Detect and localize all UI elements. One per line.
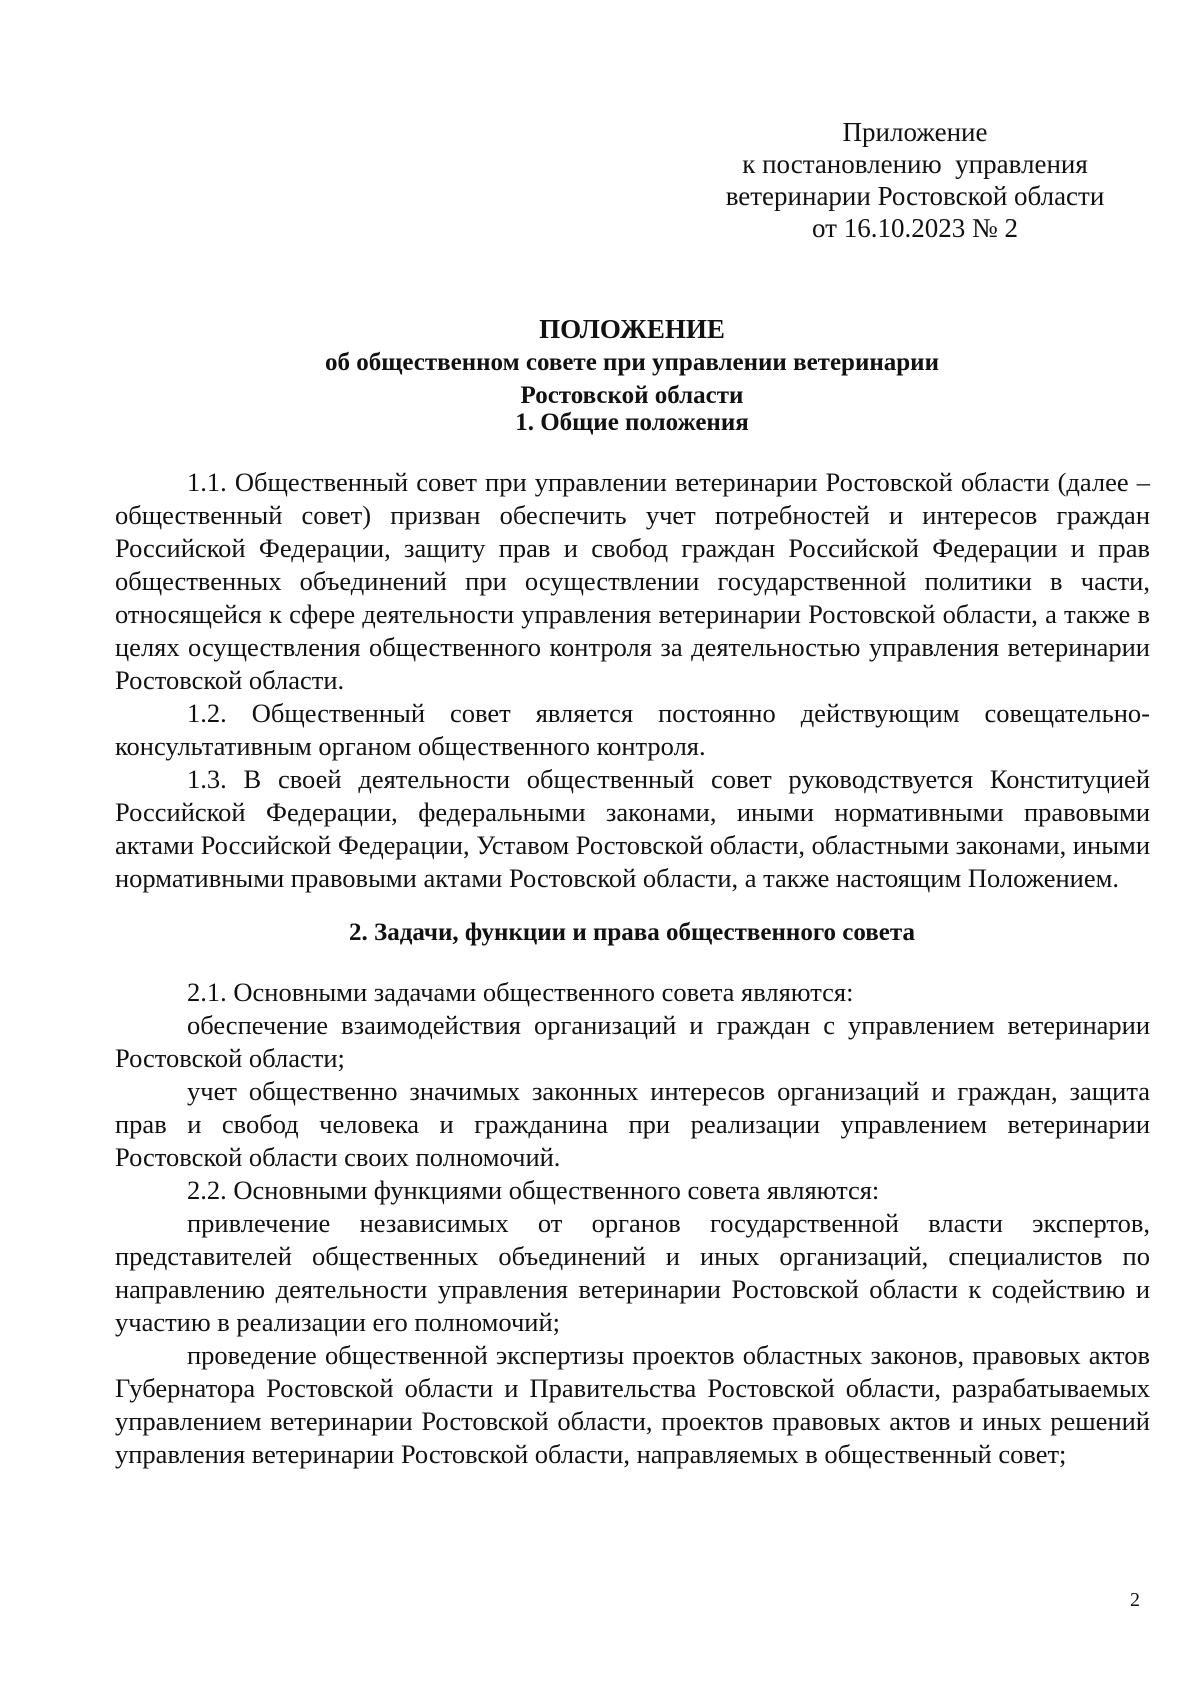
document-title: [112, 313, 1152, 412]
page-number: 2: [1130, 1589, 1140, 1611]
paragraph-1-3: 1.3. В своей деятельности общественный совет руководствуется Конституцией Российской Федерации, федеральными законами, иными нормативными правовыми актами Российской Федерации, Уставом Ростовской области, областными законами, иными нормативными правовыми актами Ростовской области, а также настоящим Положением.: [115, 764, 1150, 893]
paragraph-2-2-a: привлечение независимых от органов государственной власти экспертов, представителей общественных объединений и иных организаций, специалистов по направлению деятельности управления ветеринарии Ростовской области к содействию и участию в реализации его полномочий;: [115, 1208, 1150, 1337]
appendix-line-3: ветеринарии Ростовской области: [725, 181, 1105, 211]
section-1-heading: 1. Общие положения: [515, 409, 749, 436]
paragraph-1-2: 1.2. Общественный совет является постоянно действующим совещательно-консультативным органом общественного контроля.: [115, 698, 1150, 761]
paragraph-2-1-a: обеспечение взаимодействия организаций и граждан с управлением ветеринарии Ростовской области;: [115, 1010, 1150, 1073]
appendix-header: [690, 116, 1140, 244]
paragraph-1-1: 1.1. Общественный совет при управлении ветеринарии Ростовской области (далее – общественный совет) призван обеспечить учет потребностей и интересов граждан Российской Федерации, защиту прав и свобод граждан Российской Федерации и прав общественных объединений при осуществлении государственной политики в части, относящейся к сфере деятельности управления ветеринарии Ростовской области, а также в целях осуществления общественного контроля за деятельностью управления ветеринарии Ростовской области.: [115, 467, 1150, 695]
appendix-line-4: от 16.10.2023 № 2: [812, 213, 1018, 243]
section-2-body: [115, 976, 1150, 1471]
paragraph-2-1-b: учет общественно значимых законных интересов организаций и граждан, защита прав и свобод человека и гражданина при реализации управлением ветеринарии Ростовской области своих полномочий.: [115, 1076, 1150, 1172]
paragraph-2-1: 2.1. Основными задачами общественного совета являются:: [187, 977, 854, 1007]
appendix-line-2: к постановлению управления: [742, 149, 1088, 179]
title-line-2: об общественном совете при управлении ветеринарии: [325, 349, 939, 376]
paragraph-2-2: 2.2. Основными функциями общественного совета являются:: [187, 1175, 880, 1205]
section-1-body: [115, 466, 1150, 895]
title-main: ПОЛОЖЕНИЕ: [539, 314, 725, 344]
appendix-line-1: Приложение: [842, 117, 988, 147]
paragraph-2-2-b: проведение общественной экспертизы проектов областных законов, правовых актов Губернатора Ростовской области и Правительства Ростовской области, разрабатываемых управлением ветеринарии Ростовской области, проектов правовых актов и иных решений управления ветеринарии Ростовской области, направляемых в общественный совет;: [115, 1340, 1150, 1469]
section-2-heading: 2. Задачи, функции и права общественного совета: [349, 919, 915, 946]
title-line-3: Ростовской области: [520, 382, 744, 409]
